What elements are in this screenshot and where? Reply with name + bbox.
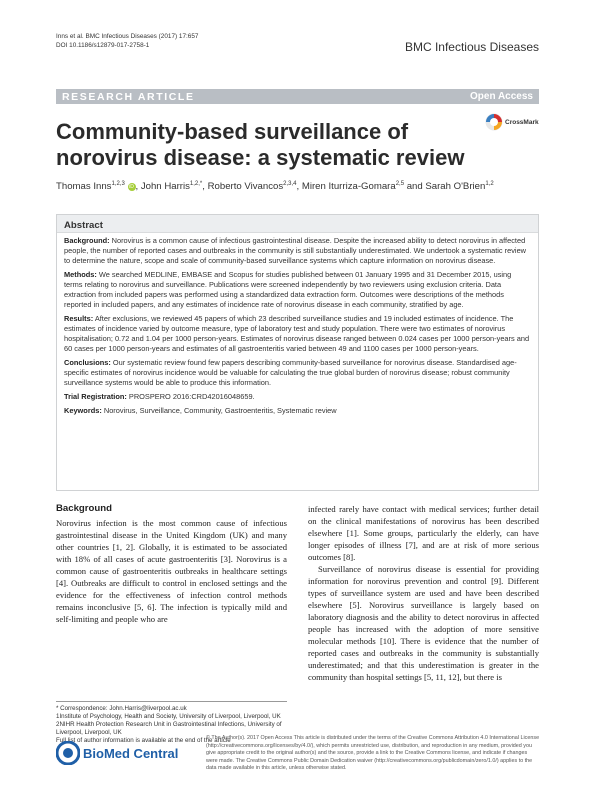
- section-heading: Background: [56, 503, 112, 514]
- author-vivancos[interactable]: Roberto Vivancos$^{2,3,4}$: [207, 181, 297, 193]
- biomed-central-icon: [56, 741, 80, 765]
- article-type: RESEARCH ARTICLE: [62, 91, 195, 103]
- journal-name: BMC Infectious Diseases: [404, 40, 539, 54]
- article-type-banner: [56, 89, 539, 104]
- abstract-results: Results: After exclusions, we reviewed 45 papers of which 23 described surveillance studies and 19 included estimates of incidence. The estimates of incidence varied by outcome measure, type of laboratory test and study population. There were two estimates of norovirus hospitalisation; 0.72 and 1.04 per 1000 person-years. Estimates of norovirus disease ranged between 0.024 cases per 1000 person-years and 60 cases per 1000 person-years and estimates of all gastroenteritis varied between 49 and 1100 cases per 1000 person-years.: [64, 314, 530, 353]
- crossmark-badge[interactable]: [485, 113, 545, 131]
- body-paragraph: Norovirus infection is the most common cause of infectious gastrointestinal disease in the United Kingdom (UK) and many other countries [1, 2]. Globally, it is estimated to be associated with 18% of all cases of acute gastroenteritis [3]. Norovirus is a common cause of gastroenteritis outbreaks in healthcare settings [4]. Outbreaks are difficult to control in enclosed settings and the evidence for the effectiveness of infection control methods remains inconclusive [5, 6]. The infection is typically mild and self-limiting and people who are: [56, 518, 287, 624]
- body-paragraph: Surveillance of norovirus disease is essential for providing information for norovirus prevention and control [9]. Different types of surveillance system are used and have been described elsewhere [5]. Norovirus surveillance is largely based on laboratory diagnosis and the ability to detect norovirus in affected people has increased with the adoption of more sensitive molecular methods [10]. There is evidence that the number of reported cases and outbreaks in the community is substantially underestimated; and that this underestimation is greater in the community than hospital settings [5, 11, 12], but there is: [308, 564, 539, 682]
- orcid-icon[interactable]: iD: [129, 184, 134, 191]
- body-paragraph: infected rarely have contact with medical services; further detail on the clinical manifestations of norovirus has been described elsewhere [1]. Some groups, particularly the elderly, can have longer episodes of illness [7], and are at risk of more serious outcomes [8].: [308, 504, 539, 562]
- affiliation-footnote: 2NIHR Health Protection Research Unit in Gastrointestinal Infections, University of Liverpool, Liverpool, UK: [56, 721, 282, 736]
- license-text: © The Author(s). 2017 Open Access This article is distributed under the terms of the Creative Commons Attribution 4.0 International License (http://creativecommons.org/licenses/by/4.0/), which permits unrestricted use, distribution, and reproduction in any medium, provided you give appropriate credit to the original author(s) and the source, provide a link to the Creative Commons license, and indicate if changes were made. The Creative Commons Public Domain Dedication waiver (http://creativecommons.org/publicdomain/zero/1.0/) applies to the data made available in this article, unless otherwise stated.: [206, 735, 540, 772]
- abstract-methods: Methods: We searched MEDLINE, EMBASE and Scopus for studies published between 01 January 1995 and 31 December 2015, using terms relating to norovirus and surveillance. Publications were screened independently by two reviewers using exclusion criteria. Data extraction from included papers was performed using a standardized data extraction form. Outcomes were descriptions of the methods reported in included papers, and any estimates of incidence rate of norovirus disease in each community, stratified by age.: [64, 270, 512, 309]
- author-obrien[interactable]: Sarah O'Brien$^{1,2}$: [425, 181, 494, 193]
- author-iturriza-gomara[interactable]: Miren Iturriza-Gomara$^{2,5}$: [301, 181, 405, 193]
- author-list: Thomas Inns$^{1,2,3}$ iD , John Harris$^{1,2,*}$, Roberto Vivancos$^{2,3,4}$, Miren Iturriza-Gomara$^{2,5}$ and Sarah O'Brien$^{1,2}$: [56, 181, 494, 193]
- author-inns[interactable]: Thomas Inns$^{1,2,3}$ iD: [56, 181, 134, 193]
- correspondence-footnote: * Correspondence: John.Harris@liverpool.ac.uk: [56, 705, 187, 712]
- author-harris[interactable]: John Harris$^{1,2,*}$: [140, 181, 203, 193]
- publisher-name: BioMed Central: [83, 746, 179, 761]
- article-title: Community-based surveillance of norovirus disease: a systematic review: [56, 119, 465, 170]
- crossmark-label: CrossMark: [505, 119, 539, 126]
- abstract-box: [56, 214, 539, 491]
- body-column-right: [308, 503, 539, 683]
- citation: Inns et al. BMC Infectious Diseases (2017) 17:657: [56, 33, 199, 40]
- abstract-heading: Abstract: [57, 215, 538, 233]
- abstract-keywords: Keywords: Norovirus, Surveillance, Community, Gastroenteritis, Systematic review: [64, 406, 337, 415]
- running-header: [56, 32, 198, 50]
- abstract-background: Background: Norovirus is a common cause of infectious gastrointestinal disease. Despite the increased ability to detect norovirus in affected people, the number of reported cases and outbreaks in the community is still substantially underestimated. We undertook a systematic review to determine the nature, scope and scale of community-based surveillance systems which capture information on norovirus disease.: [64, 236, 527, 265]
- author-info-footnote: Full list of author information is available at the end of the article: [56, 737, 231, 744]
- crossmark-icon: [485, 113, 503, 131]
- biomed-central-logo[interactable]: [56, 741, 196, 765]
- abstract-conclusions: Conclusions: Our systematic review found few papers describing community-based surveillance for norovirus disease. Standardised age-specific estimates of norovirus incidence would be valuable for calculating the true global burden of norovirus disease; robust community surveillance systems would be able to produce this information.: [64, 358, 517, 387]
- body-column-left: [56, 503, 287, 625]
- open-access-label: Open Access: [470, 91, 533, 102]
- doi: DOI 10.1186/s12879-017-2758-1: [56, 42, 150, 49]
- abstract-trial-registration: Trial Registration: PROSPERO 2016:CRD42016048659.: [64, 392, 255, 401]
- affiliation-footnote: 1Institute of Psychology, Health and Society, University of Liverpool, Liverpool, UK: [56, 713, 281, 720]
